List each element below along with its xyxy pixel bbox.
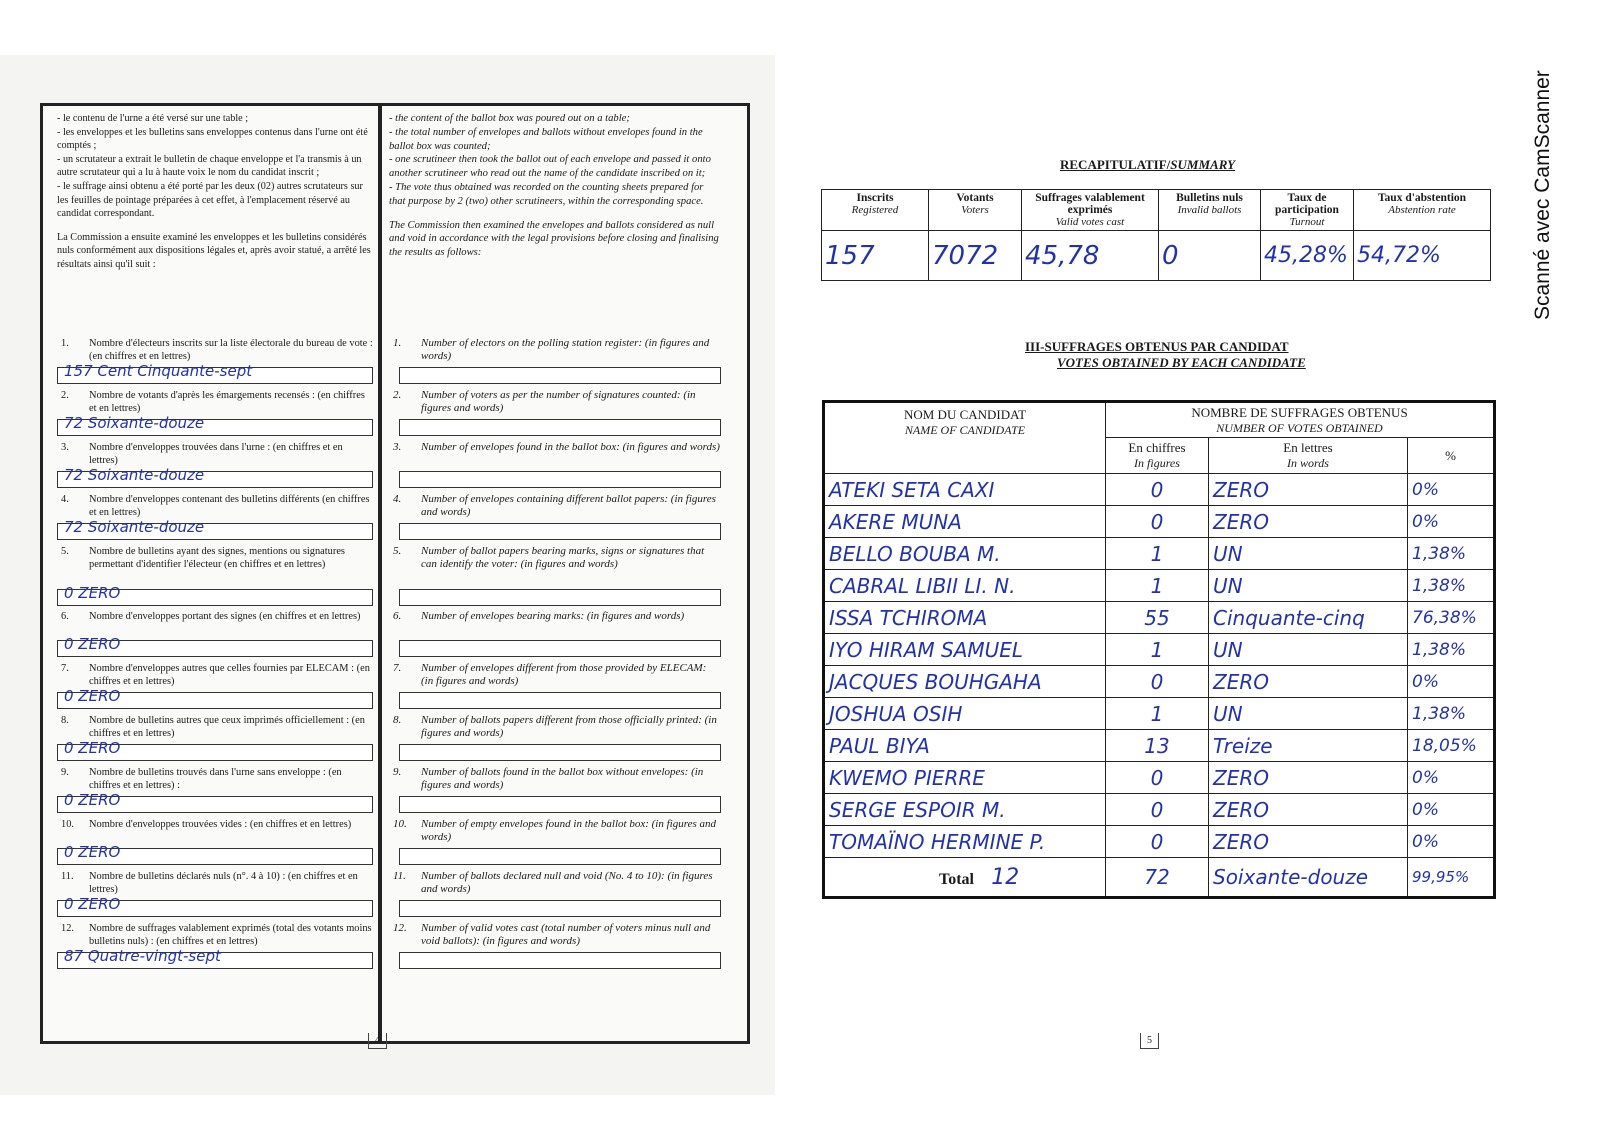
right-page bbox=[800, 55, 1540, 1095]
candidate-row bbox=[824, 602, 1495, 634]
candidate-votes-figures: 55 bbox=[1106, 602, 1209, 634]
total-words: Soixante-douze bbox=[1209, 858, 1408, 898]
item-number: 11. bbox=[61, 871, 74, 882]
item-label: Number of envelopes found in the ballot box: (in figures and words) bbox=[421, 441, 720, 453]
left-page bbox=[0, 55, 775, 1095]
candidate-percent: 18,05% bbox=[1408, 730, 1495, 762]
item-label: Nombre d'enveloppes contenant des bulletins différents (en chiffres et en lettres) bbox=[89, 494, 370, 518]
candidate-name: ATEKI SETA CAXI bbox=[824, 474, 1106, 506]
candidate-row bbox=[824, 570, 1495, 602]
total-label-cell bbox=[824, 858, 1106, 898]
fr-answer-field[interactable] bbox=[57, 739, 373, 761]
fr-answer-field[interactable] bbox=[57, 895, 373, 917]
column-divider bbox=[378, 106, 382, 1041]
votes-header-en: NUMBER OF VOTES OBTAINED bbox=[1216, 420, 1383, 435]
fr-form-item bbox=[57, 922, 373, 948]
candidate-row bbox=[824, 698, 1495, 730]
figures-header-fr: En chiffres bbox=[1128, 440, 1186, 455]
en-form-item bbox=[389, 818, 721, 844]
item-number: 11. bbox=[393, 870, 406, 882]
summary-header-cell bbox=[1022, 190, 1159, 231]
en-intro-paragraph: The Commission then examined the envelopes and ballots considered as null and void in accordance with the legal provisions before closing and finalising the results as follows: bbox=[389, 219, 719, 259]
candidate-row bbox=[824, 826, 1495, 858]
item-label: Number of ballots found in the ballot box without envelopes: (in figures and words) bbox=[421, 766, 704, 791]
item-label: Nombre d'enveloppes trouvées dans l'urne : (en chiffres et en lettres) bbox=[89, 442, 343, 466]
fr-intro-paragraph: La Commission a ensuite examiné les enveloppes et les bulletins considérés nuls conformément aux dispositions légales et, après avoir statué, a arrêté les résultats ainsi qu'il suit : bbox=[57, 231, 371, 270]
item-label: Number of electors on the polling station register: (in figures and words) bbox=[421, 337, 710, 362]
item-label: Number of empty envelopes found in the ballot box: (in figures and words) bbox=[421, 818, 717, 843]
item-number: 6. bbox=[393, 610, 402, 622]
candidate-percent: 0% bbox=[1408, 794, 1495, 826]
item-number: 9. bbox=[393, 766, 402, 778]
candidate-row bbox=[824, 474, 1495, 506]
handwritten-answer: 0 ZERO bbox=[64, 895, 121, 913]
summary-header-cell bbox=[1261, 190, 1354, 231]
en-answer-field[interactable] bbox=[399, 367, 721, 384]
candidate-name: JOSHUA OSIH bbox=[824, 698, 1106, 730]
candidate-votes-words: UN bbox=[1209, 634, 1408, 666]
en-answer-field[interactable] bbox=[399, 471, 721, 488]
section-title-en: VOTES OBTAINED BY EACH CANDIDATE bbox=[1057, 355, 1306, 370]
item-number: 1. bbox=[393, 337, 402, 349]
summary-header-cell bbox=[1159, 190, 1261, 231]
candidate-name: AKERE MUNA bbox=[824, 506, 1106, 538]
name-header-en: NAME OF CANDIDATE bbox=[904, 423, 1026, 437]
candidate-votes-words: UN bbox=[1209, 698, 1408, 730]
en-form-item bbox=[389, 922, 721, 948]
handwritten-answer: 0 ZERO bbox=[64, 584, 121, 602]
item-number: 7. bbox=[61, 663, 69, 674]
handwritten-answer: 72 Soixante-douze bbox=[64, 466, 205, 484]
en-answer-field[interactable] bbox=[399, 796, 721, 813]
summary-header-en: Invalid ballots bbox=[1177, 204, 1242, 216]
en-form-item bbox=[389, 545, 721, 571]
item-number: 3. bbox=[393, 441, 402, 453]
en-intro bbox=[389, 112, 721, 260]
item-number: 3. bbox=[61, 442, 69, 453]
candidate-votes-figures: 0 bbox=[1106, 762, 1209, 794]
candidate-votes-figures: 0 bbox=[1106, 826, 1209, 858]
item-number: 4. bbox=[393, 493, 402, 505]
invalid-ballots-value: 0 bbox=[1159, 231, 1261, 281]
en-answer-field[interactable] bbox=[399, 744, 721, 761]
fr-form-item bbox=[57, 870, 373, 896]
item-number: 10. bbox=[61, 819, 74, 830]
fr-answer-field[interactable] bbox=[57, 791, 373, 813]
item-label: Nombre de bulletins déclarés nuls (n°. 4 à 10) : (en chiffres et en lettres) bbox=[89, 871, 358, 895]
candidate-votes-figures: 1 bbox=[1106, 634, 1209, 666]
handwritten-answer: 0 ZERO bbox=[64, 687, 121, 705]
candidate-percent: 1,38% bbox=[1408, 634, 1495, 666]
figures-header bbox=[1106, 438, 1209, 474]
candidate-row bbox=[824, 762, 1495, 794]
fr-answer-field[interactable] bbox=[57, 947, 373, 969]
en-form-item bbox=[389, 714, 721, 740]
handwritten-answer: 87 Quatre-vingt-sept bbox=[64, 947, 221, 965]
en-form-item bbox=[389, 766, 721, 792]
summary-header-en: Abstention rate bbox=[1388, 204, 1456, 216]
handwritten-answer: 72 Soixante-douze bbox=[64, 414, 205, 432]
page-number-left: 4 bbox=[368, 1033, 387, 1049]
handwritten-answer: 72 Soixante-douze bbox=[64, 518, 205, 536]
summary-table bbox=[821, 189, 1491, 281]
en-intro-line: - the total number of envelopes and ballots without envelopes found in the ballot box was counted; bbox=[389, 126, 703, 152]
en-answer-field[interactable] bbox=[399, 848, 721, 865]
en-form-item bbox=[389, 389, 721, 415]
item-number: 1. bbox=[61, 338, 69, 349]
candidate-votes-words: UN bbox=[1209, 570, 1408, 602]
summary-header-en: Voters bbox=[961, 204, 989, 216]
candidate-percent: 1,38% bbox=[1408, 570, 1495, 602]
candidate-votes-words: ZERO bbox=[1209, 794, 1408, 826]
item-label: Nombre de bulletins autres que ceux imprimés officiellement : (en chiffres et en lettres) bbox=[89, 715, 365, 739]
item-label: Nombre d'électeurs inscrits sur la liste électorale du bureau de vote : (en chiffres et en lettres) bbox=[89, 338, 373, 362]
candidate-percent: 0% bbox=[1408, 474, 1495, 506]
item-label: Nombre de suffrages valablement exprimés (total des votants moins bulletins nuls) : (en chiffres et en lettres) bbox=[89, 923, 372, 947]
en-answer-field[interactable] bbox=[399, 523, 721, 540]
summary-header-en: Registered bbox=[851, 204, 899, 216]
turnout-value: 45,28% bbox=[1261, 231, 1354, 281]
candidate-percent: 76,38% bbox=[1408, 602, 1495, 634]
votes-header-fr: NOMBRE DE SUFFRAGES OBTENUS bbox=[1191, 404, 1408, 420]
item-label: Number of valid votes cast (total number of voters minus null and void ballots): (in figures and words) bbox=[421, 922, 711, 947]
summary-value-row bbox=[822, 231, 1491, 281]
candidate-name: ISSA TCHIROMA bbox=[824, 602, 1106, 634]
candidate-percent: 1,38% bbox=[1408, 698, 1495, 730]
candidate-votes-figures: 13 bbox=[1106, 730, 1209, 762]
handwritten-answer: 0 ZERO bbox=[64, 791, 121, 809]
valid-votes-value: 45,78 bbox=[1022, 231, 1159, 281]
fr-answer-field[interactable] bbox=[57, 843, 373, 865]
handwritten-answer: 0 ZERO bbox=[64, 843, 121, 861]
candidate-votes-words: ZERO bbox=[1209, 666, 1408, 698]
fr-form-item bbox=[57, 714, 373, 740]
total-percent: 99,95% bbox=[1408, 858, 1495, 898]
fr-form-item bbox=[57, 818, 373, 831]
item-number: 8. bbox=[61, 715, 69, 726]
summary-header-en: Turnout bbox=[1289, 216, 1325, 228]
candidate-votes-words: ZERO bbox=[1209, 474, 1408, 506]
words-header-fr: En lettres bbox=[1283, 440, 1333, 455]
candidate-percent: 1,38% bbox=[1408, 538, 1495, 570]
en-form-item bbox=[389, 337, 721, 363]
item-label: Number of ballots declared null and void (No. 4 to 10): (in figures and words) bbox=[421, 870, 713, 895]
name-header-fr: NOM DU CANDIDAT bbox=[903, 407, 1027, 422]
en-form-item bbox=[389, 662, 721, 688]
fr-form-item bbox=[57, 545, 373, 571]
en-answer-field[interactable] bbox=[399, 692, 721, 709]
candidate-name: BELLO BOUBA M. bbox=[824, 538, 1106, 570]
en-answer-field[interactable] bbox=[399, 419, 721, 436]
handwritten-answer: 157 Cent Cinquante-sept bbox=[64, 362, 253, 380]
en-answer-field[interactable] bbox=[399, 900, 721, 917]
abstention-value: 54,72% bbox=[1354, 231, 1491, 281]
en-answer-field[interactable] bbox=[399, 952, 721, 969]
item-label: Number of envelopes different from those provided by ELECAM: (in figures and words) bbox=[421, 662, 707, 687]
en-intro-line: - one scrutineer then took the ballot out of each envelope and passed it onto another scrutineer who read out the name of the candidate inscribed on it; bbox=[389, 154, 711, 180]
english-column bbox=[389, 112, 721, 1035]
en-intro-line: - The vote thus obtained was recorded on the counting sheets prepared for that purpose by 2 (two) other scrutineers, within the corresponding space. bbox=[389, 181, 704, 207]
candidate-votes-figures: 0 bbox=[1106, 474, 1209, 506]
summary-header-cell bbox=[1354, 190, 1491, 231]
candidate-row bbox=[824, 506, 1495, 538]
item-label: Nombre de bulletins ayant des signes, mentions ou signatures permettant d'identifier l'électeur (en chiffres et en lettres) bbox=[89, 546, 345, 570]
candidate-votes-words: UN bbox=[1209, 538, 1408, 570]
summary-header-row bbox=[822, 190, 1491, 231]
candidate-name: IYO HIRAM SAMUEL bbox=[824, 634, 1106, 666]
item-label: Nombre d'enveloppes trouvées vides : (en chiffres et en lettres) bbox=[89, 819, 352, 830]
item-label: Number of ballot papers bearing marks, signs or signatures that can identify the voter: (in figures and words) bbox=[421, 545, 705, 570]
fr-answer-field[interactable] bbox=[57, 414, 373, 436]
summary-header-fr: Votants bbox=[956, 192, 994, 204]
summary-title bbox=[1060, 157, 1235, 173]
item-number: 6. bbox=[61, 611, 69, 622]
item-label: Number of voters as per the number of signatures counted: (in figures and words) bbox=[421, 389, 696, 414]
page-number-right: 5 bbox=[1140, 1033, 1159, 1049]
candidate-votes-words: ZERO bbox=[1209, 762, 1408, 794]
candidate-votes-figures: 1 bbox=[1106, 538, 1209, 570]
fr-answer-field[interactable] bbox=[57, 518, 373, 540]
candidate-votes-figures: 1 bbox=[1106, 570, 1209, 602]
en-answer-field[interactable] bbox=[399, 640, 721, 657]
fr-intro-line: - le contenu de l'urne a été versé sur une table ; bbox=[57, 113, 249, 124]
registered-value: 157 bbox=[822, 231, 929, 281]
total-row bbox=[824, 858, 1495, 898]
item-number: 2. bbox=[393, 389, 402, 401]
en-answer-field[interactable] bbox=[399, 589, 721, 606]
summary-header-en: Valid votes cast bbox=[1055, 216, 1125, 228]
item-label: Nombre d'enveloppes portant des signes (en chiffres et en lettres) bbox=[89, 611, 361, 622]
candidate-row bbox=[824, 538, 1495, 570]
en-form-item bbox=[389, 870, 721, 896]
candidates-table bbox=[822, 400, 1496, 899]
words-header bbox=[1209, 438, 1408, 474]
candidate-name: JACQUES BOUHGAHA bbox=[824, 666, 1106, 698]
summary-title-fr: RECAPITULATIF/ bbox=[1060, 157, 1171, 172]
candidate-name: CABRAL LIBII LI. N. bbox=[824, 570, 1106, 602]
candidate-votes-figures: 0 bbox=[1106, 506, 1209, 538]
item-label: Nombre de votants d'après les émargements recensés : (en chiffres et en lettres) bbox=[89, 390, 365, 414]
fr-form-item bbox=[57, 610, 373, 623]
candidate-percent: 0% bbox=[1408, 506, 1495, 538]
fr-form-item bbox=[57, 766, 373, 792]
candidates-header-row bbox=[824, 402, 1495, 438]
fr-answer-field[interactable] bbox=[57, 362, 373, 384]
candidate-name: TOMAÏNO HERMINE P. bbox=[824, 826, 1106, 858]
watermark-text: Scanné avec CamScanner bbox=[1531, 70, 1554, 320]
candidate-votes-words: Cinquante-cinq bbox=[1209, 602, 1408, 634]
item-label: Nombre d'enveloppes autres que celles fournies par ELECAM : (en chiffres et en lettres) bbox=[89, 663, 370, 687]
item-label: Nombre de bulletins trouvés dans l'urne sans enveloppe : (en chiffres et en lettres) : bbox=[89, 767, 342, 791]
fr-intro-line: - les enveloppes et les bulletins sans enveloppes contenus dans l'urne ont été comptés ; bbox=[57, 126, 368, 152]
fr-answer-field[interactable] bbox=[57, 466, 373, 488]
item-number: 2. bbox=[61, 390, 69, 401]
voters-value: 7072 bbox=[929, 231, 1022, 281]
fr-form-item bbox=[57, 337, 373, 363]
fr-form-item bbox=[57, 662, 373, 688]
candidate-row bbox=[824, 666, 1495, 698]
item-number: 10. bbox=[393, 818, 407, 830]
candidate-name: KWEMO PIERRE bbox=[824, 762, 1106, 794]
candidate-votes-words: ZERO bbox=[1209, 506, 1408, 538]
fr-intro-line: - un scrutateur a extrait le bulletin de chaque enveloppe et l'a transmis à un autre scrutateur qui a lu à haute voix le nom du candidat inscrit ; bbox=[57, 153, 362, 179]
summary-header-cell bbox=[822, 190, 929, 231]
section-title-fr: III-SUFFRAGES OBTENUS PAR CANDIDAT bbox=[1025, 339, 1289, 354]
total-label: Total bbox=[939, 870, 974, 888]
item-number: 4. bbox=[61, 494, 69, 505]
percent-header: % bbox=[1408, 438, 1495, 474]
summary-header-cell bbox=[929, 190, 1022, 231]
summary-title-en: SUMMARY bbox=[1170, 157, 1236, 172]
item-number: 9. bbox=[61, 767, 69, 778]
summary-header-fr: Bulletins nuls bbox=[1176, 192, 1243, 204]
candidate-votes-words: ZERO bbox=[1209, 826, 1408, 858]
handwritten-answer: 0 ZERO bbox=[64, 635, 121, 653]
en-form-item bbox=[389, 610, 721, 623]
item-label: Number of ballots papers different from those officially printed: (in figures and words) bbox=[421, 714, 717, 739]
figures-header-en: In figures bbox=[1134, 456, 1180, 470]
candidate-row bbox=[824, 634, 1495, 666]
french-column bbox=[57, 112, 373, 1035]
fr-answer-field[interactable] bbox=[57, 635, 373, 657]
fr-form-item bbox=[57, 389, 373, 415]
item-number: 5. bbox=[393, 545, 402, 557]
total-count: 12 bbox=[991, 864, 1020, 890]
fr-answer-field[interactable] bbox=[57, 687, 373, 709]
summary-header-fr: Taux d'abstention bbox=[1377, 192, 1467, 204]
candidate-row bbox=[824, 730, 1495, 762]
summary-header-fr: Taux de participation bbox=[1275, 192, 1339, 216]
item-number: 5. bbox=[61, 546, 69, 557]
candidate-name-header bbox=[824, 402, 1106, 474]
en-form-item bbox=[389, 441, 721, 454]
total-figures: 72 bbox=[1106, 858, 1209, 898]
item-number: 8. bbox=[393, 714, 402, 726]
votes-obtained-header bbox=[1106, 402, 1495, 438]
candidate-votes-words: Treize bbox=[1209, 730, 1408, 762]
form-frame bbox=[40, 103, 750, 1044]
fr-intro-line: - le suffrage ainsi obtenu a été porté par les deux (02) autres scrutateurs sur les feuilles de pointage préparées à cet effet, à l'emplacement réservé au candidat correspondant. bbox=[57, 180, 363, 220]
candidates-body bbox=[824, 474, 1495, 858]
candidate-percent: 0% bbox=[1408, 762, 1495, 794]
candidate-name: PAUL BIYA bbox=[824, 730, 1106, 762]
item-number: 7. bbox=[393, 662, 402, 674]
candidate-name: SERGE ESPOIR M. bbox=[824, 794, 1106, 826]
candidate-percent: 0% bbox=[1408, 826, 1495, 858]
fr-form-item bbox=[57, 493, 373, 519]
item-number: 12. bbox=[61, 923, 74, 934]
fr-form-item bbox=[57, 441, 373, 467]
item-label: Number of envelopes bearing marks: (in figures and words) bbox=[421, 610, 685, 622]
candidate-votes-figures: 1 bbox=[1106, 698, 1209, 730]
candidate-votes-figures: 0 bbox=[1106, 794, 1209, 826]
item-number: 12. bbox=[393, 922, 407, 934]
candidate-votes-figures: 0 bbox=[1106, 666, 1209, 698]
en-intro-line: - the content of the ballot box was poured out on a table; bbox=[389, 113, 630, 124]
words-header-en: In words bbox=[1287, 456, 1329, 470]
summary-header-fr: Inscrits bbox=[856, 192, 894, 204]
fr-intro bbox=[57, 112, 373, 272]
handwritten-answer: 0 ZERO bbox=[64, 739, 121, 757]
camscanner-watermark bbox=[1505, 40, 1565, 330]
candidate-percent: 0% bbox=[1408, 666, 1495, 698]
summary-header-fr: Suffrages valablement exprimés bbox=[1035, 192, 1145, 216]
item-label: Number of envelopes containing different ballot papers: (in figures and words) bbox=[421, 493, 716, 518]
en-form-item bbox=[389, 493, 721, 519]
candidate-row bbox=[824, 794, 1495, 826]
fr-answer-field[interactable] bbox=[57, 584, 373, 606]
